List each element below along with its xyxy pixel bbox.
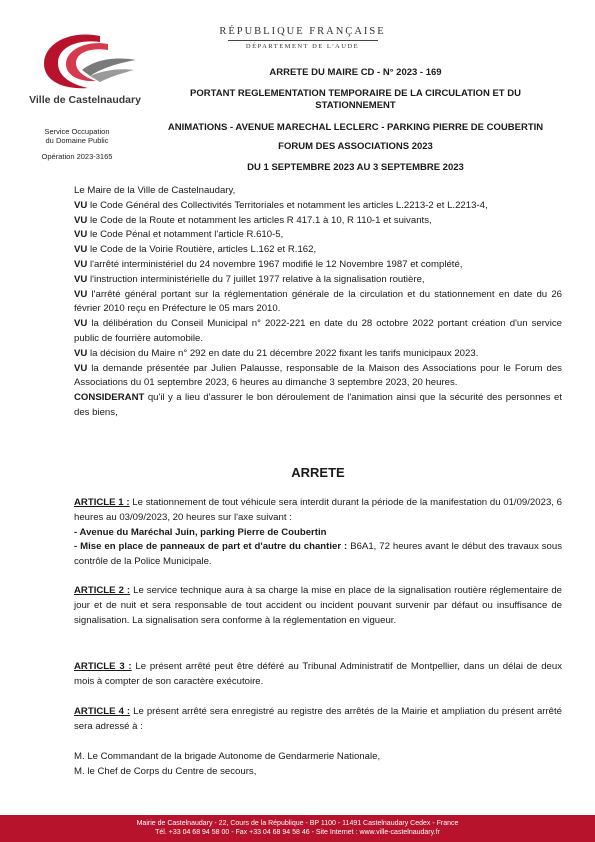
footer-contact: Tél. +33 04 68 94 58 00 - Fax +33 04 68 94 58 46 - Site Internet : www.ville-castelnaudary.fr	[155, 829, 440, 836]
article-3: ARTICLE 3 : Le présent arrêté peut être déféré au Tribunal Administratif de Montpellier, dans un délai de deux mois à compter de son caractère exécutoire.	[74, 661, 563, 687]
article-1-item-1: - Avenue du Maréchal Juin, parking Pierre de Coubertin	[74, 526, 327, 538]
city-logo	[38, 30, 138, 92]
article-2-label: ARTICLE 2 :	[74, 585, 131, 596]
department-label: DÉPARTEMENT DE L'AUDE	[245, 43, 360, 50]
title-line-6: DU 1 SEPTEMBRE 2023 AU 3 SEPTEMBRE 2023	[247, 162, 464, 173]
title-line-4: ANIMATIONS - AVENUE MARECHAL LECLERC - PARKING PIERRE DE COUBERTIN	[167, 122, 544, 133]
vu-item: VU le Code de la Route et notamment les articles R 417.1 à 10, R 110-1 et suivants,	[74, 214, 432, 226]
vu-item: VU l'instruction interministérielle du 7 juillet 1977 relative à la signalisation routière,	[74, 273, 425, 285]
footer-address: Mairie de Castelnaudary - 22, Cours de la République - BP 1100 - 11491 Castelnaudary Cedex - France	[136, 820, 459, 827]
vu-item: VU la demande présentée par Julien Palausse, responsable de la Maison des Associations pour le Forum des Associations du 01 septembre 2023, 6 heures au dimanche 3 septembre 2023, 20 heures.	[74, 362, 562, 389]
city-name: Ville de Castelnaudary	[29, 94, 141, 106]
vu-item: VU l'arrêté général portant sur la réglementation générale de la circulation et du stationnement en date du 26 février 2010 reçu en Préfecture le 05 mars 2010.	[74, 288, 562, 315]
article-4-label: ARTICLE 4 :	[74, 706, 131, 717]
considerant: CONSIDERANT qu'il y a lieu d'assurer le bon déroulement de l'animation ainsi que la sécurité des personnes et des biens,	[74, 392, 562, 418]
article-4: ARTICLE 4 : Le présent arrêté sera enregistré au registre des arrêtés de la Mairie et ampliation du présent arrêté sera adressé à :	[74, 706, 563, 732]
header-divider	[228, 40, 378, 41]
preamble-intro: Le Maire de la Ville de Castelnaudary,	[74, 185, 236, 196]
vu-label: VU	[74, 199, 88, 211]
article-1: ARTICLE 1 : Le stationnement de tout véhicule sera interdit durant la période de la manifestation du 01/09/2023, 6 heures au 03/09/2023, 20 heures sur l'axe suivant : - Avenue du Maréchal Juin, parking Pierre de Coubertin - Mise en place de panneaux de part et d'autre du chantier : B6A1, 72 heures avant le début des travaux sous contrôle de la Police Municipale.	[74, 496, 562, 570]
arrete-heading: ARRETE	[291, 465, 345, 480]
title-line-2: PORTANT REGLEMENTATION TEMPORAIRE DE LA CIRCULATION ET DU	[190, 88, 521, 99]
recipient: M. Le Commandant de la brigade Autonome de Gendarmerie Nationale,	[74, 751, 381, 762]
arrete-number: ARRETE DU MAIRE CD - N° 2023 - 169	[269, 67, 442, 78]
vu-item: VU le Code Général des Collectivités Territoriales et notamment les articles L.2213-2 et L.2213-4,	[74, 199, 488, 211]
service-line-1: Service Occupation	[44, 127, 110, 136]
article-1-item-2: - Mise en place de panneaux de part et d'autre du chantier : B6A1, 72 heures avant le début des travaux sous contrôle de la Police Municipale.	[74, 541, 563, 568]
operation-number: Opération 2023-3165	[41, 152, 113, 161]
vu-item: VU la décision du Maire n° 292 en date du 21 décembre 2022 fixant les tarifs municipaux 2023.	[74, 347, 479, 359]
service-line-2: du Domaine Public	[45, 136, 109, 145]
article-2: ARTICLE 2 : Le service technique aura à sa charge la mise en place de la signalisation routière réglementaire de jour et de nuit et sera responsable de tout accident ou incident pouvant survenir par défaut ou insuffisance de signalisation. La signalisation sera conforme à la réglementation en vigueur.	[74, 585, 562, 626]
republic-label: RÉPUBLIQUE FRANÇAISE	[219, 26, 386, 37]
article-3-label: ARTICLE 3 :	[74, 661, 132, 672]
title-line-3: STATIONNEMENT	[315, 100, 396, 111]
recipient: M. le Chef de Corps du Centre de secours,	[74, 765, 257, 777]
preamble	[74, 184, 562, 421]
article-1-label: ARTICLE 1 :	[74, 497, 130, 508]
considerant-label: CONSIDERANT	[74, 392, 145, 404]
title-line-5: FORUM DES ASSOCIATIONS 2023	[278, 141, 433, 152]
recipients	[74, 750, 562, 780]
vu-item: VU le Code Pénal et notamment l'article R.610-5,	[74, 229, 284, 241]
footer-band	[0, 815, 595, 842]
vu-item: VU le Code de la Voirie Routière, articles L.162 et R.162,	[74, 244, 317, 256]
vu-item: VU l'arrêté interministériel du 24 novembre 1967 modifié le 12 Novembre 1987 et complété,	[74, 258, 463, 270]
vu-item: VU la délibération du Conseil Municipal n° 2022-221 en date du 28 octobre 2022 portant création d'un service public de fourrière automobile.	[74, 318, 562, 344]
